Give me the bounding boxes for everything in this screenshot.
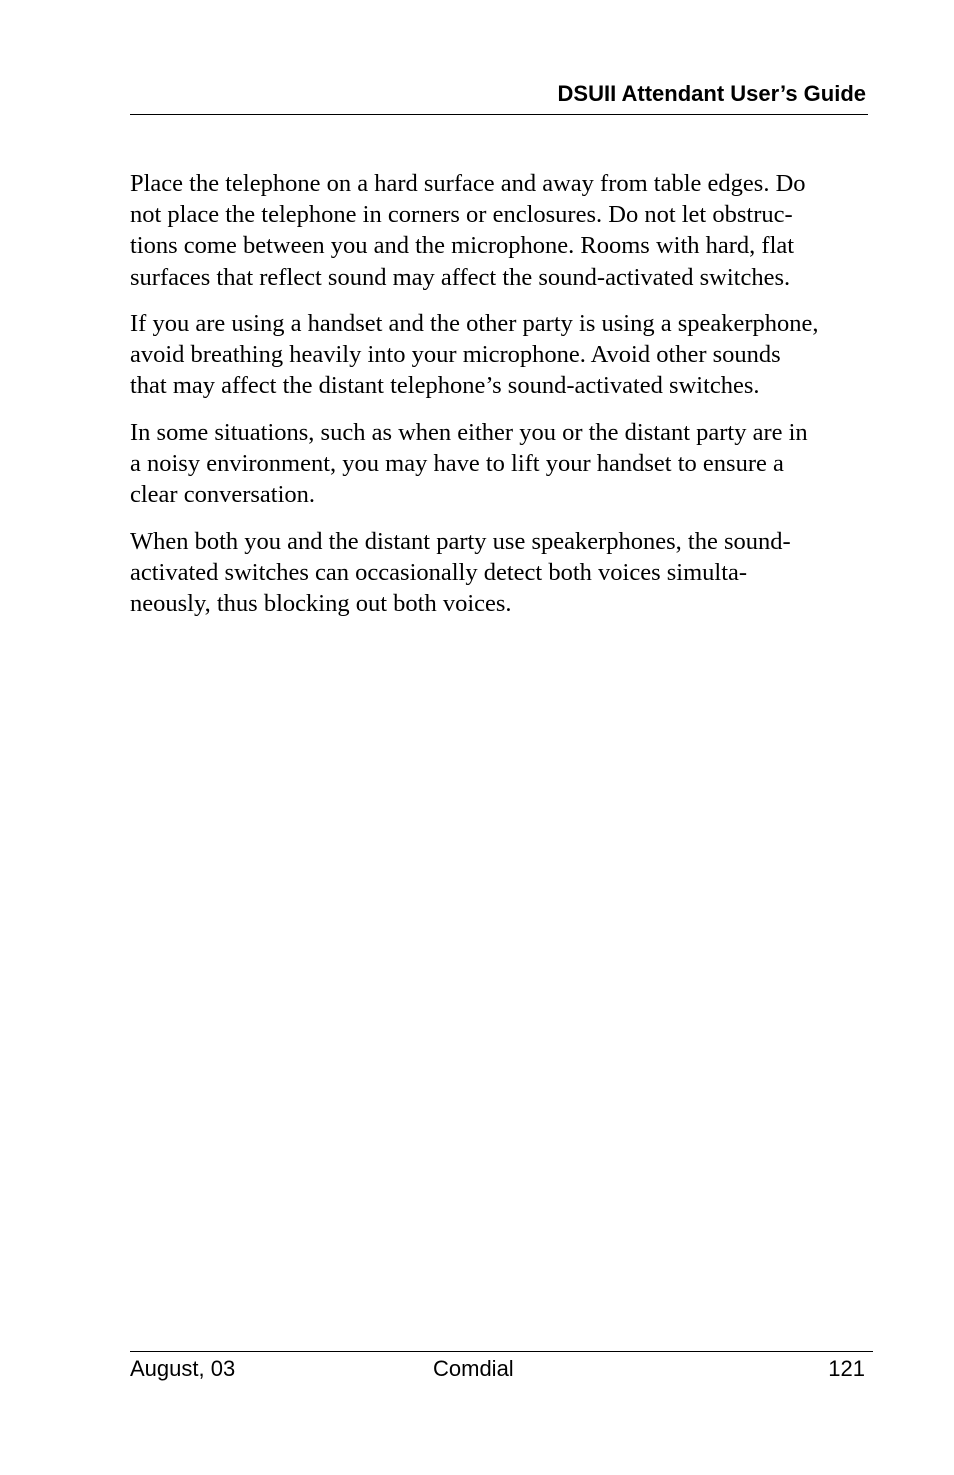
text-line: activated switches can occasionally detect both voices simulta- bbox=[130, 558, 748, 586]
text-line: not place the telephone in corners or enclosures. Do not let obstruc- bbox=[130, 201, 793, 229]
text-line: If you are using a handset and the other party is using a speakerphone, bbox=[130, 310, 819, 337]
text-line: surfaces that reflect sound may affect the sound-activated switches. bbox=[130, 263, 791, 291]
page-number: 121 bbox=[828, 1356, 865, 1381]
text-line: Place the telephone on a hard surface and away from table edges. Do bbox=[130, 170, 806, 197]
paragraph-placement bbox=[130, 168, 868, 293]
paragraph-speakerphones bbox=[130, 526, 868, 620]
paragraph-noisy-environment bbox=[130, 417, 868, 511]
footer-date: August, 03 bbox=[130, 1356, 236, 1381]
paragraph-handset bbox=[130, 308, 868, 402]
body-text bbox=[130, 168, 868, 634]
text-line: clear conversation. bbox=[130, 481, 316, 509]
header-divider bbox=[130, 114, 868, 115]
text-line: neously, thus blocking out both voices. bbox=[130, 590, 512, 617]
text-line: When both you and the distant party use speakerphones, the sound- bbox=[130, 527, 791, 555]
running-header-title: DSUII Attendant User’s Guide bbox=[557, 81, 866, 106]
text-line: tions come between you and the microphone. Rooms with hard, flat bbox=[130, 232, 795, 260]
text-line: that may affect the distant telephone’s sound-activated switches. bbox=[130, 372, 760, 400]
footer-row bbox=[130, 1354, 873, 1384]
text-line: a noisy environment, you may have to lift your handset to ensure a bbox=[130, 450, 784, 477]
footer-company: Comdial bbox=[433, 1356, 514, 1381]
text-line: In some situations, such as when either you or the distant party are in bbox=[130, 418, 808, 446]
text-line: avoid breathing heavily into your microphone. Avoid other sounds bbox=[130, 341, 781, 369]
footer-divider bbox=[130, 1351, 873, 1352]
